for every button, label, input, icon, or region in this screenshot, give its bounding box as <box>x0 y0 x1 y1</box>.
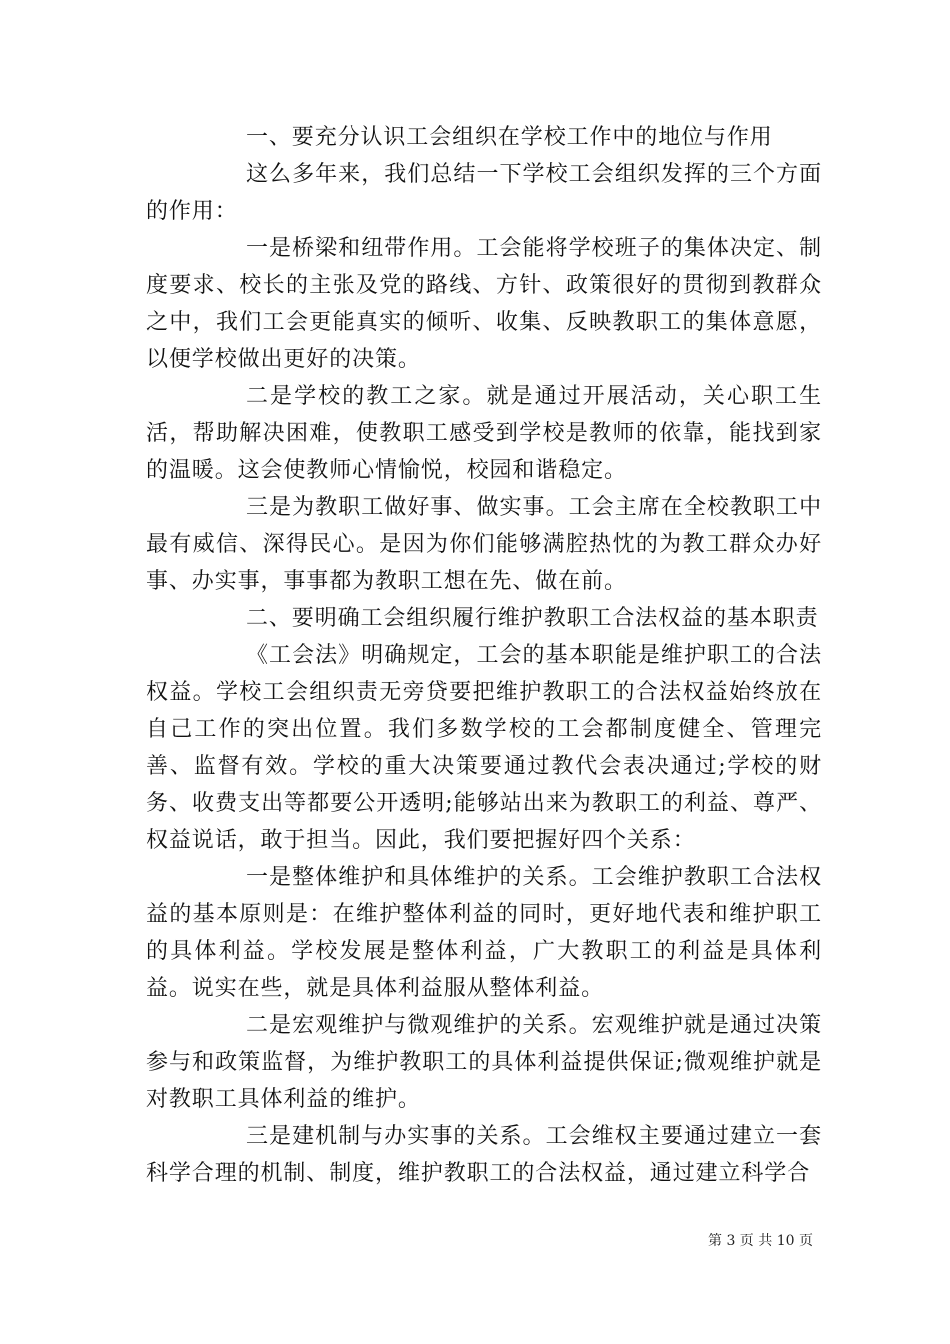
paragraph-staff-home: 二是学校的教工之家。就是通过开展活动，关心职工生活，帮助解决困难，使教职工感受到学校是教师的依靠，能找到家的温暖。这会使教师心情愉悦，校园和谐稳定。 <box>146 384 822 483</box>
paragraph-macro-micro: 二是宏观维护与微观维护的关系。宏观维护就是通过决策参与和政策监督，为维护教职工的具体利益提供保证;微观维护就是对教职工具体利益的维护。 <box>146 1013 822 1112</box>
heading-section-one: 一、要充分认识工会组织在学校工作中的地位与作用 <box>246 125 773 150</box>
page-number-footer: 第 3 页 共 10 页 <box>708 1233 813 1249</box>
paragraph-bridge-role: 一是桥梁和纽带作用。工会能将学校班子的集体决定、制度要求、校长的主张及党的路线、方针、政策很好的贯彻到教群众之中，我们工会更能真实的倾听、收集、反映教职工的集体意愿，以便学校做出更好的决策。 <box>146 236 822 372</box>
paragraph-intro: 这么多年来，我们总结一下学校工会组织发挥的三个方面的作用： <box>146 162 822 224</box>
paragraph-union-law: 《工会法》明确规定，工会的基本职能是维护职工的合法权益。学校工会组织责无旁贷要把维护教职工的合法权益始终放在自己工作的突出位置。我们多数学校的工会都制度健全、管理完善、监督有效。学校的重大决策要通过教代会表决通过;学校的财务、收费支出等都要公开透明;能够站出来为教职工的利益、尊严、权益说话，敢于担当。因此，我们要把握好四个关系： <box>146 643 822 853</box>
paragraph-overall-specific: 一是整体维护和具体维护的关系。工会维护教职工合法权益的基本原则是：在维护整体利益的同时，更好地代表和维护职工的具体利益。学校发展是整体利益，广大教职工的利益是具体利益。说实在些，就是具体利益服从整体利益。 <box>146 865 822 1001</box>
paragraph-mechanism: 三是建机制与办实事的关系。工会维权主要通过建立一套科学合理的机制、制度，维护教职工的合法权益，通过建立科学合 <box>146 1124 822 1186</box>
paragraph-good-deeds: 三是为教职工做好事、做实事。工会主席在全校教职工中最有威信、深得民心。是因为你们能够满腔热忱的为教工群众办好事、办实事，事事都为教职工想在先、做在前。 <box>146 495 822 594</box>
page-body <box>146 119 822 1192</box>
heading-section-two: 二、要明确工会组织履行维护教职工合法权益的基本职责 <box>246 606 819 631</box>
